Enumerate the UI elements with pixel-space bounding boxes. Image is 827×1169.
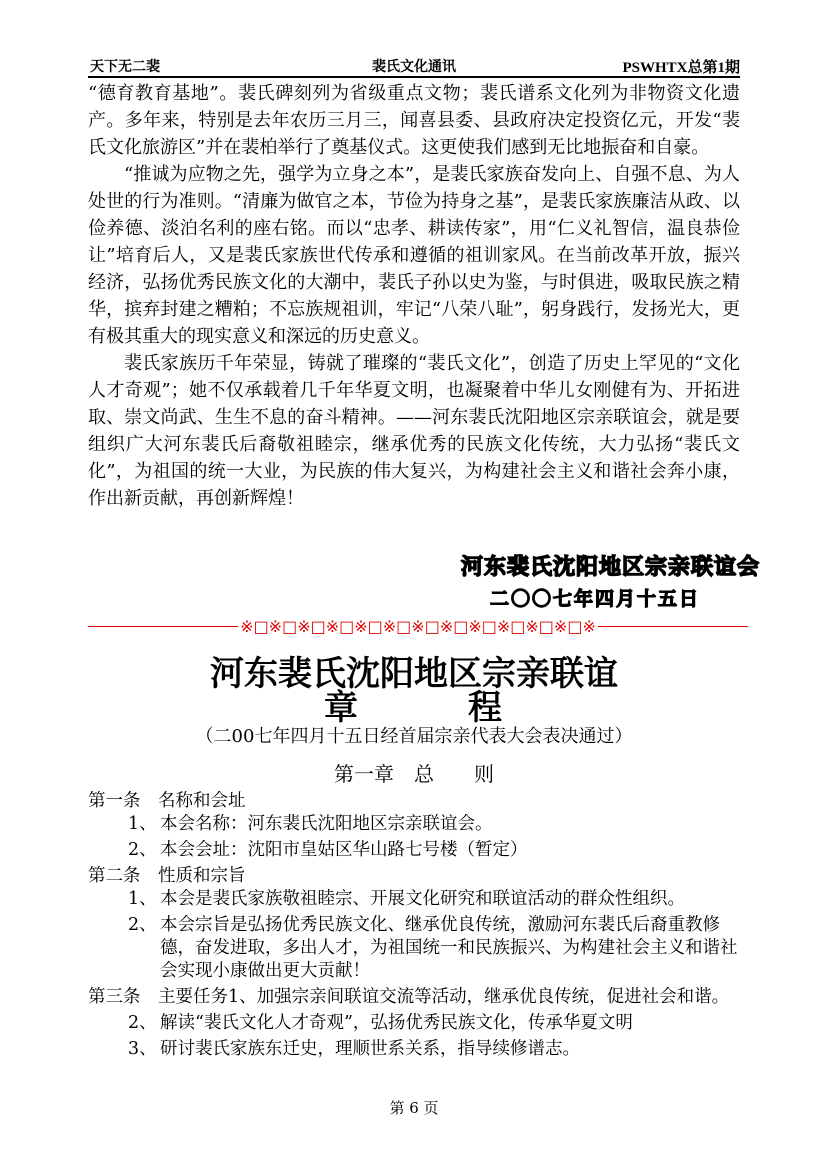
item-number: 3、 <box>128 1039 157 1059</box>
header-left-text: 天下无二裴 <box>90 59 160 75</box>
signature-organization: 河东裴氏沈阳地区宗亲联谊会 <box>460 554 760 580</box>
intro-paragraph: 裴氏家族历千年荣显，铸就了璀璨的“裴氏文化”，创造了历史上罕见的“文化人才奇观”；她不仅承载着几千年华夏文明，也凝聚着中华儿女刚健有为、开拓进取、崇文尚武、生生不息的奋斗精神。——河东裴氏沈阳地区宗亲联谊会，就是要组织广大河东裴氏后裔敬祖睦宗，继承优秀的民族文化传统，大力弘扬“裴氏文化”，为祖国的统一大业，为民族的伟大复兴，为构建社会主义和谐社会奔小康，作出新贡献，再创新辉煌！ <box>88 353 740 509</box>
item-number: 2、 <box>128 1013 157 1033</box>
item-text: 本会名称：河东裴氏沈阳地区宗亲联谊会。 <box>160 814 493 834</box>
intro-text <box>88 80 740 512</box>
signature-date: 二〇〇七年四月十五日 <box>489 588 700 610</box>
article-heading-block <box>88 986 748 1009</box>
item-text: 研讨裴氏家族东迁史，理顺世系关系，指导续修谱志。 <box>160 1039 580 1059</box>
article-item <box>88 839 748 862</box>
header-center-title: 裴氏文化通讯 <box>372 59 456 75</box>
chapter-heading: 第一章 总 则 <box>334 762 494 786</box>
divider-line-left <box>88 626 238 627</box>
charter-title: 河东裴氏沈阳地区宗亲联谊 <box>210 654 618 694</box>
charter-articles <box>88 790 748 1064</box>
section-divider <box>88 616 748 636</box>
item-text: 解读“裴氏文化人才奇观”，弘扬优秀民族文化，传承华夏文明 <box>160 1013 633 1033</box>
page-header <box>88 52 740 78</box>
article-item <box>88 1012 748 1035</box>
item-number: 1、 <box>128 814 157 834</box>
charter-subtitle: （二00七年四月十五日经首届宗亲代表大会表决通过） <box>195 726 633 747</box>
article-heading: 第一条 名称和会址 <box>88 791 246 811</box>
article-heading: 第三条 主要任务1、加强宗亲间联谊交流等活动，继承优良传统，促进社会和谐。 <box>88 987 730 1007</box>
article-heading: 第二条 性质和宗旨 <box>88 866 246 886</box>
item-number: 2、 <box>128 915 157 935</box>
article-item <box>88 813 748 836</box>
item-number: 2、 <box>128 840 157 860</box>
item-text: 本会宗旨是弘扬优秀民族文化、继承优良传统，激励河东裴氏后裔重教修德，奋发进取，多出人才，为祖国统一和民族振兴、为构建社会主义和谐社会实现小康做出更大贡献！ <box>160 915 738 981</box>
page-number: 第 6 页 <box>389 1099 439 1117</box>
divider-pattern: ※□※□※□※□※□※□※□※□※□※□※□※□※ <box>240 616 596 636</box>
article-item <box>88 888 748 911</box>
intro-paragraph: “德育教育基地”。裴氏碑刻列为省级重点文物；裴氏谱系文化列为非物资文化遗产。多年来，特别是去年农历三月三，闻喜县委、县政府决定投资亿元，开发“裴氏文化旅游区”并在裴柏举行了奠基仪式。这更使我们感到无比地振奋和自豪。 <box>88 83 740 158</box>
article-item <box>88 914 748 983</box>
header-issue-number: PSWHTX总第1期 <box>622 60 740 76</box>
intro-paragraph: “推诚为应物之先，强学为立身之本”，是裴氏家族奋发向上、自强不息、为人处世的行为准则。“清廉为做官之本，节俭为持身之基”，是裴氏家族廉洁从政、以俭养德、淡泊名利的座右铭。而以“忠孝、耕读传家”，用“仁义礼智信，温良恭俭让”培育后人，又是裴氏家族世代传承和遵循的祖训家风。在当前改革开放，振兴经济，弘扬优秀民族文化的大潮中，裴氏子孙以史为鉴，与时俱进，吸取民族之精华，摈弃封建之糟粕；不忘族规祖训，牢记“八荣八耻”，躬身践行，发扬光大，更有极其重大的现实意义和深远的历史意义。 <box>88 164 740 347</box>
divider-line-right <box>598 626 748 627</box>
item-text: 本会是裴氏家族敬祖睦宗、开展文化研究和联谊活动的群众性组织。 <box>160 889 685 909</box>
charter-title-second-line: 章 程 <box>324 688 504 728</box>
item-number: 1、 <box>128 889 157 909</box>
article-item <box>88 1038 748 1061</box>
item-text: 本会会址：沈阳市皇姑区华山路七号楼（暂定） <box>160 840 528 860</box>
